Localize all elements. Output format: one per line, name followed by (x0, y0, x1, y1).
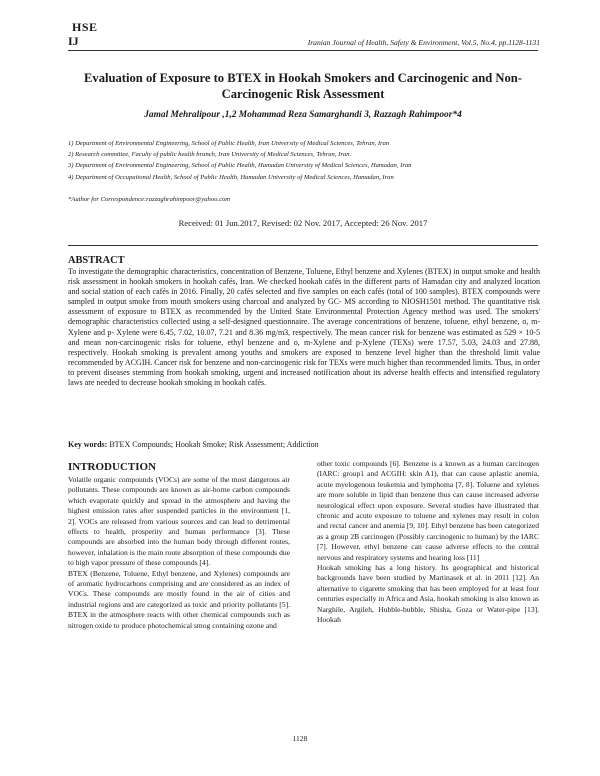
abstract-text: To investigate the demographic characteristics, concentration of Benzene, Toluene, Ethyl benzene and Xylenes (BTEX) in output smoke and health risk assessment in hookah smokers in hookah cafés, Iran. We checked hookah cafés in the different parts of Hamadan city and analyzed location and social station of each cafés in 2016. Finally, 20 cafés selected and five samples on each cafés (total of 100 samples). BTEX compounds were sampled in output smoke from mouth smokers using charcoal and analyzed by GC- MS according to NIOSH1501 method. The quantitative risk assessment of exposure to BTEX as recommended by the United State Environmental Protection Agency method was used. The smokers' demographic characteristics collected using a self-designed questionnaire. The average concentrations of benzene, toluene, ethyl benzene, o, m-Xylene and p- Xylene were 6.45, 7.02, 10.07, 7.21 and 8.36 mg/m3, respectively. The mean cancer risk for benzene was estimated as 529 × 10-5 and mean non-carcinogenic risks for toluene, ethyl benzene and o, m-Xylene and p-Xylene (TEXs) were 17.57, 5.03, 24.03 and 27.88, respectively. Hookah smoking is prevalent among youths and smokers are exposed to benzene level higher than the threshold limit value recommended by ACGIH. Cancer risk for benzene and non-carcinogenic risk for TEXs were much higher than recommended limits. Thus, in order to prevent diseases stemming from hookah smoking, urgent and increased notification about its adverse health effects and intensified regulatory laws are needed to decrease hookah smoking in hookah cafés. (68, 267, 540, 388)
journal-logo (68, 20, 108, 46)
logo-text-ij: IJ (68, 34, 79, 48)
submission-dates: Received: 01 Jun.2017, Revised: 02 Nov. 2017, Accepted: 26 Nov. 2017 (178, 218, 428, 228)
keywords-text: BTEX Compounds; Hookah Smoke; Risk Assessment; Addiction (107, 440, 319, 449)
journal-citation: Iranian Journal of Health, Safety & Environment, Vol.5, No.4, pp.1128-1131 (307, 38, 540, 47)
intro-paragraph-2: BTEX (Benzene, Toluene, Ethyl benzene, and Xylenes) compounds are of aromatic hydrocarbons comprising and are considered as an index of VOCs. These compounds are mostly found in the air of cities and industrial regions and are categorized as toxic and priority pollutants [5]. BTEX in the atmosphere reacts with other chemical compounds such as nitrogen oxide to produce photochemical smog containing ozone and (68, 568, 290, 630)
intro-paragraph-1: Volatile organic compounds (VOCs) are some of the most dangerous air pollutants. These compounds are known as air-borne carbon compounds which evaporate quickly and spread in the atmosphere and having the highest emission rates after suspended particles in the environment [1, 2]. VOCs are released from various sources and can lead to detrimental effects to health, prosperity and human performance [3]. These compounds are absorbed into the human body through different routes, however, inhalation is the main route absorption of these compounds due to high vapor pressure of these compounds [4]. (68, 475, 290, 568)
logo-text-hse: HSE (72, 20, 98, 34)
intro-paragraph-3: other toxic compounds [6]. Benzene is a known as a human carcinogen (IARC: group1 and ACGIH: skin A1), that can cause aplastic anemia, acute myelogenous leukemia and lymphoma [7, 8]. Toluene and xylenes are more soluble in lipid than benzene thus can cause increased adverse neurological effect upon exposure. Several studies have illustrated that chronic and acute exposure to toluene and xylenes may result in colon and rectal cancer and anemia [9, 10]. Ethyl benzene has been categorized as a group 2B carcinogen (Possibly carcinogenic to human) by the IARC [7]. However, ethyl benzene can cause adverse effects to the central nervous and respiratory systems and hearing loss [11] (317, 459, 539, 562)
paper-title: Evaluation of Exposure to BTEX in Hookah Smokers and Carcinogenic and Non- Carcinogenic Risk Assessment (84, 71, 522, 101)
introduction-heading: INTRODUCTION (68, 461, 157, 473)
page-number: 1128 (292, 734, 308, 743)
abstract-top-divider (68, 245, 538, 246)
header-divider (68, 50, 538, 51)
affiliation-3: 3) Department of Environmental Engineering, School of Public Health, Hamadan University of Medical Sciences, Hamadan, Iran (68, 162, 412, 170)
abstract-heading: ABSTRACT (68, 255, 125, 266)
affiliation-4: 4) Department of Occupational Health, School of Public Health, Hamadan University of Medical Sciences, Hamadan, Iran (68, 173, 394, 181)
body-column-left (68, 475, 290, 631)
intro-paragraph-4: Hookah smoking has a long history. Its geographical and historical backgrounds have been studied by Martinasek et al. in 2011 [12]. An alternative to cigarette smoking that has been employed for at least four centuries especially in Africa and Asia, hookah smoking is also known as Narghile, Argileh, Hubble-bubble, Shisha, Goza or Water-pipe [13]. Hookah (317, 563, 539, 625)
keywords-label: Key words: (68, 440, 108, 449)
body-column-right (317, 459, 539, 626)
affiliation-list (68, 138, 538, 183)
author-list: Jamal Mehralipour ,1,2 Mohammad Reza Samarghandi 3, Razzagh Rahimpoor*4 (144, 110, 462, 120)
correspondence-email: *Author for Correspondence:razzaghrahimpoor@yahoo.com (68, 196, 231, 203)
affiliation-2: 2) Research committee, Faculty of public health branch, Iran University of Medical Sciences, Tehran, Iran. (68, 151, 352, 159)
affiliation-1: 1) Department of Environmental Engineering, School of Public Health, Iran University of Medical Sciences, Tehran, Iran (68, 140, 390, 147)
keywords-line (68, 440, 540, 449)
